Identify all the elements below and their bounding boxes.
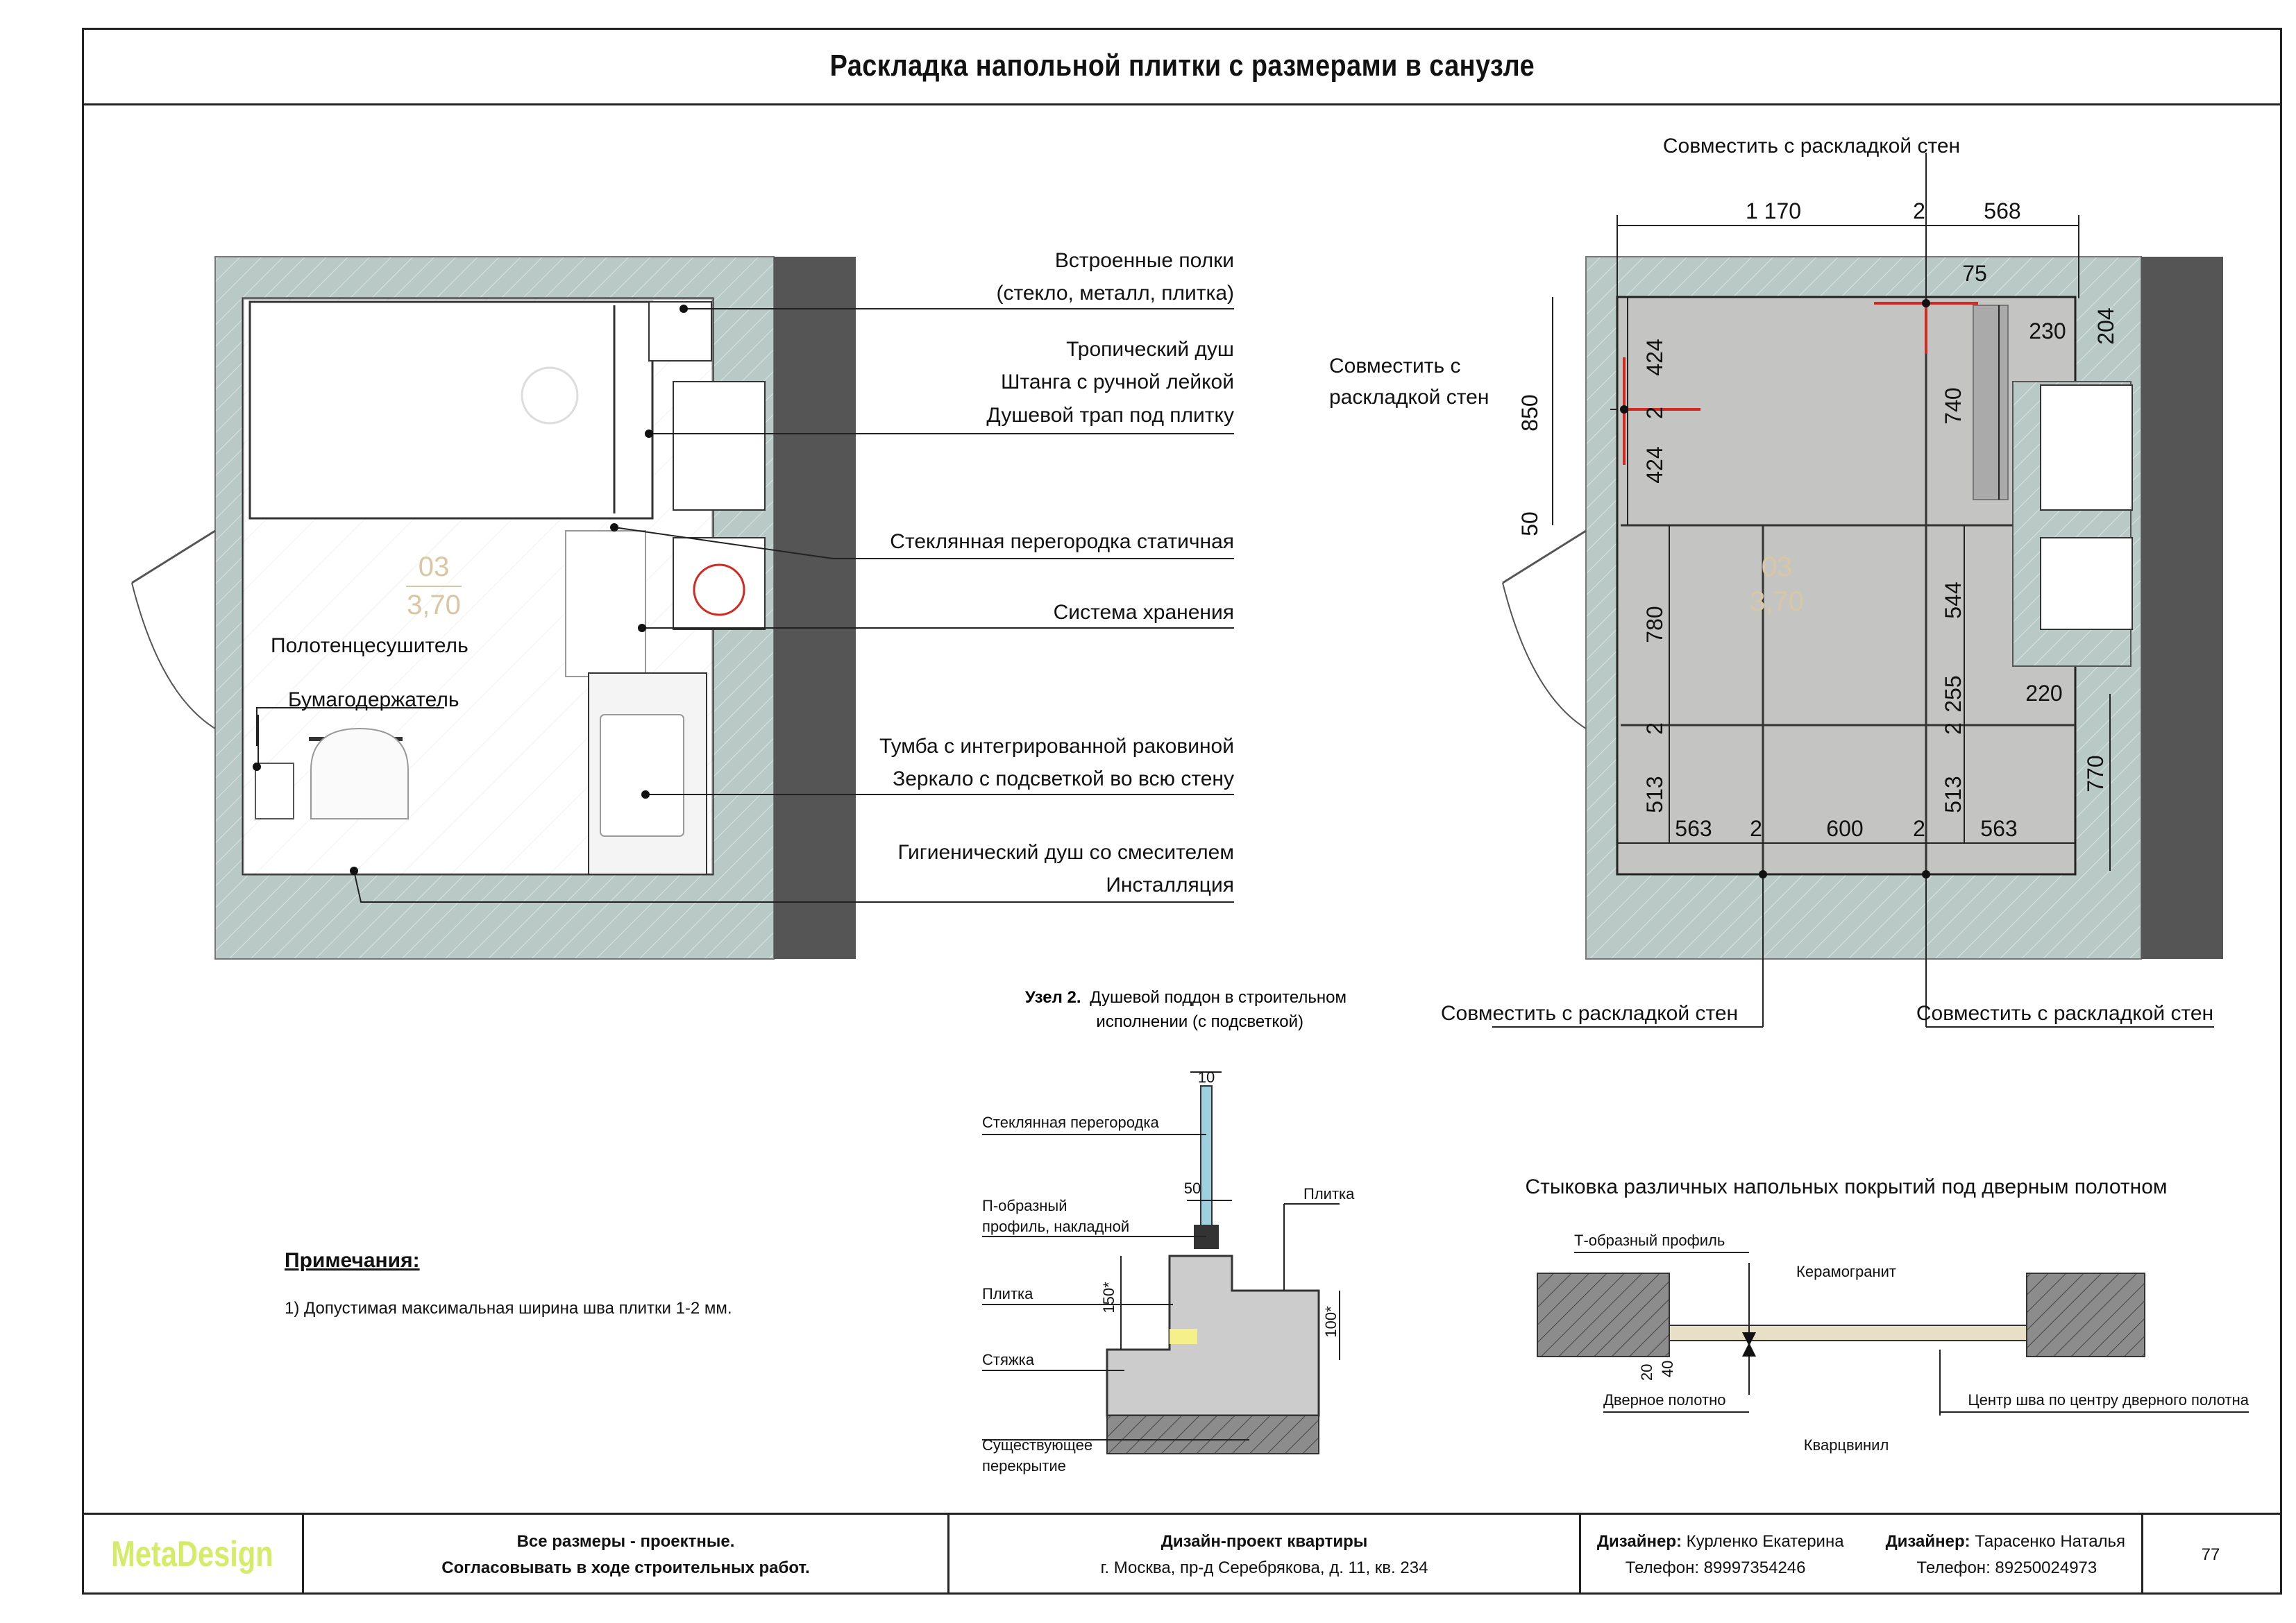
left-door-leaf	[132, 531, 215, 583]
notes-title: Примечания:	[285, 1249, 420, 1272]
notes-block	[285, 1249, 732, 1318]
node2-slab-2: перекрытие	[982, 1457, 1066, 1475]
dim-50: 50	[1517, 511, 1542, 536]
title-block	[82, 1513, 2282, 1595]
label-glass: Стеклянная перегородка статичная	[890, 530, 1234, 553]
right-niche-top	[2041, 385, 2132, 510]
dim-b-2-a: 2	[1750, 816, 1762, 841]
logo-cell	[82, 1515, 304, 1595]
dim-40: 40	[1659, 1360, 1676, 1377]
dim-780: 780	[1642, 606, 1667, 643]
existing-slab	[1107, 1416, 1319, 1454]
dim-850: 850	[1517, 394, 1542, 432]
dim-513-a: 513	[1642, 776, 1667, 813]
node2-title-2: исполнении (с подсветкой)	[1096, 1012, 1303, 1031]
integrated-sink	[600, 715, 684, 836]
left-room-area: 3,70	[407, 590, 461, 620]
node2-screed: Стяжка	[982, 1351, 1034, 1368]
node2-profile-1: П-образный	[982, 1197, 1067, 1214]
designer2-label: Дизайнер:	[1885, 1532, 1970, 1552]
storage-niche-top	[673, 382, 765, 510]
glass-panel	[1201, 1086, 1212, 1232]
junction-title: Стыковка различных напольных покрытий под дверным полотном	[1525, 1175, 2168, 1198]
label-vanity-1: Тумба с интегрированной раковиной	[879, 735, 1234, 758]
label-storage: Система хранения	[1053, 601, 1234, 624]
label-shower-1: Тропический душ	[1066, 338, 1234, 361]
dim-513-b: 513	[1941, 776, 1966, 813]
node2-glass-label: Стеклянная перегородка	[982, 1114, 1159, 1131]
right-room-area: 3,70	[1750, 586, 1804, 617]
align-left-label-2: раскладкой стен	[1329, 386, 1489, 409]
wall-right	[2027, 1273, 2145, 1357]
center-seam-label: Центр шва по центру дверного полотна	[1968, 1391, 2249, 1409]
node2-title-rest: Душевой поддон в строительном	[1090, 988, 1347, 1007]
notes-item-1: 1) Допустимая максимальная ширина шва плитки 1-2 мм.	[285, 1299, 732, 1318]
right-niche-bottom	[2041, 538, 2132, 629]
phone1-label: Телефон:	[1625, 1558, 1699, 1577]
ceramic-label: Керамогранит	[1796, 1263, 1896, 1280]
wall-left	[1537, 1273, 1669, 1357]
toilet	[311, 729, 408, 819]
right-dark-wall	[2141, 257, 2223, 959]
dim-220: 220	[2025, 681, 2063, 706]
note-cell	[304, 1515, 949, 1595]
phone1-value: 89997354246	[1703, 1558, 1806, 1577]
designers-cell	[1581, 1515, 2143, 1595]
align-bottom-left-label: Совместить с раскладкой стен	[1440, 1002, 1739, 1025]
dim-230: 230	[2029, 318, 2066, 343]
designer2-name: Тарасенко Наталья	[1975, 1532, 2126, 1552]
drain-channel	[1973, 305, 2008, 500]
vinyl-label: Кварцвинил	[1803, 1436, 1889, 1454]
t-profile-label: Т-образный профиль	[1574, 1232, 1725, 1249]
glass-partition-zone	[566, 531, 645, 677]
dim-10: 10	[1197, 1069, 1215, 1086]
phone2-value: 89250024973	[1995, 1558, 2097, 1577]
page-title: Раскладка напольной плитки с размерами в санузле	[829, 48, 1535, 83]
dim-770: 770	[2083, 755, 2108, 792]
floor-covering	[1669, 1325, 2027, 1341]
dim-563-a: 563	[1675, 816, 1712, 841]
left-floor-plan	[132, 249, 1234, 959]
label-hygiene-1: Гигиенический душ со смесителем	[897, 841, 1234, 864]
dim-563-b: 563	[1980, 816, 2018, 841]
right-room-number: 03	[1761, 552, 1793, 582]
dim-b-2-b: 2	[1913, 816, 1925, 841]
dim-75: 75	[1962, 261, 1987, 286]
right-door-leaf	[1503, 531, 1586, 583]
align-bottom-right-label: Совместить с раскладкой стен	[1916, 1002, 2214, 1025]
dim-150: 150*	[1100, 1282, 1117, 1314]
left-dark-wall	[774, 257, 856, 959]
label-shower-2: Штанга с ручной лейкой	[1001, 371, 1234, 393]
page-number: 77	[2201, 1545, 2220, 1564]
label-towel: Полотенцесушитель	[271, 634, 469, 657]
led-strip	[1170, 1329, 1197, 1344]
dim-740: 740	[1941, 387, 1966, 425]
label-shelves-2: (стекло, металл, плитка)	[996, 282, 1234, 305]
label-hygiene-2: Инсталляция	[1106, 874, 1234, 897]
dim-424-a: 424	[1642, 339, 1667, 376]
node2-section	[982, 988, 1355, 1475]
door-leaf-label: Дверное полотно	[1603, 1391, 1726, 1409]
right-floor-plan	[1329, 135, 2223, 1027]
project-title: Дизайн-проект квартиры	[1160, 1532, 1368, 1552]
dim-100: 100*	[1322, 1306, 1340, 1338]
designer1-name: Курленко Екатерина	[1686, 1532, 1844, 1552]
dim-v-2-b: 2	[1642, 722, 1667, 735]
label-shower-3: Душевой трап под плитку	[986, 404, 1234, 427]
node2-title-bold: Узел 2.	[1024, 988, 1081, 1007]
align-left-label-1: Совместить с	[1329, 355, 1461, 377]
left-room-number: 03	[418, 552, 450, 582]
footer-note-2: Согласовывать в ходе строительных работ.	[441, 1558, 810, 1577]
node2-profile-2: профиль, накладной	[982, 1218, 1130, 1235]
node2-tile-right: Плитка	[1303, 1185, 1355, 1203]
page-cell	[2143, 1515, 2278, 1595]
phone2-label: Телефон:	[1916, 1558, 1991, 1577]
dim-top-2: 2	[1913, 198, 1925, 223]
label-shelves-1: Встроенные полки	[1054, 249, 1234, 272]
dim-600: 600	[1826, 816, 1864, 841]
align-top-label: Совместить с раскладкой стен	[1662, 135, 1961, 158]
svg-text:Узел 2. Душевой поддон в	[1025, 988, 1347, 1007]
node2-tile-left: Плитка	[982, 1285, 1033, 1302]
node2-slab-1: Существующее	[982, 1436, 1093, 1454]
dim-50-node: 50	[1183, 1180, 1201, 1197]
dim-20: 20	[1638, 1363, 1655, 1381]
dim-255: 255	[1941, 675, 1966, 713]
shower-zone	[250, 302, 652, 518]
dim-424-b: 424	[1642, 446, 1667, 484]
designer1-label: Дизайнер:	[1596, 1532, 1682, 1552]
paper-holder-box	[255, 763, 294, 819]
project-address: г. Москва, пр-д Серебрякова, д. 11, кв. 234	[1100, 1558, 1428, 1577]
dim-568: 568	[1984, 198, 2021, 223]
dim-544: 544	[1941, 581, 1966, 619]
label-paper: Бумагодержатель	[288, 688, 459, 711]
project-cell	[949, 1515, 1581, 1595]
logo: MetaDesign	[110, 1534, 273, 1575]
dim-204: 204	[2093, 307, 2118, 345]
tray-body	[1107, 1256, 1319, 1416]
footer-note-1: Все размеры - проектные.	[516, 1532, 735, 1552]
dim-1170: 1 170	[1745, 198, 1802, 223]
dim-v-2-a: 2	[1642, 407, 1667, 419]
floor-junction-detail	[1525, 1175, 2249, 1454]
dim-v-2-c: 2	[1941, 722, 1966, 735]
label-vanity-2: Зеркало с подсветкой во всю стену	[893, 767, 1234, 790]
